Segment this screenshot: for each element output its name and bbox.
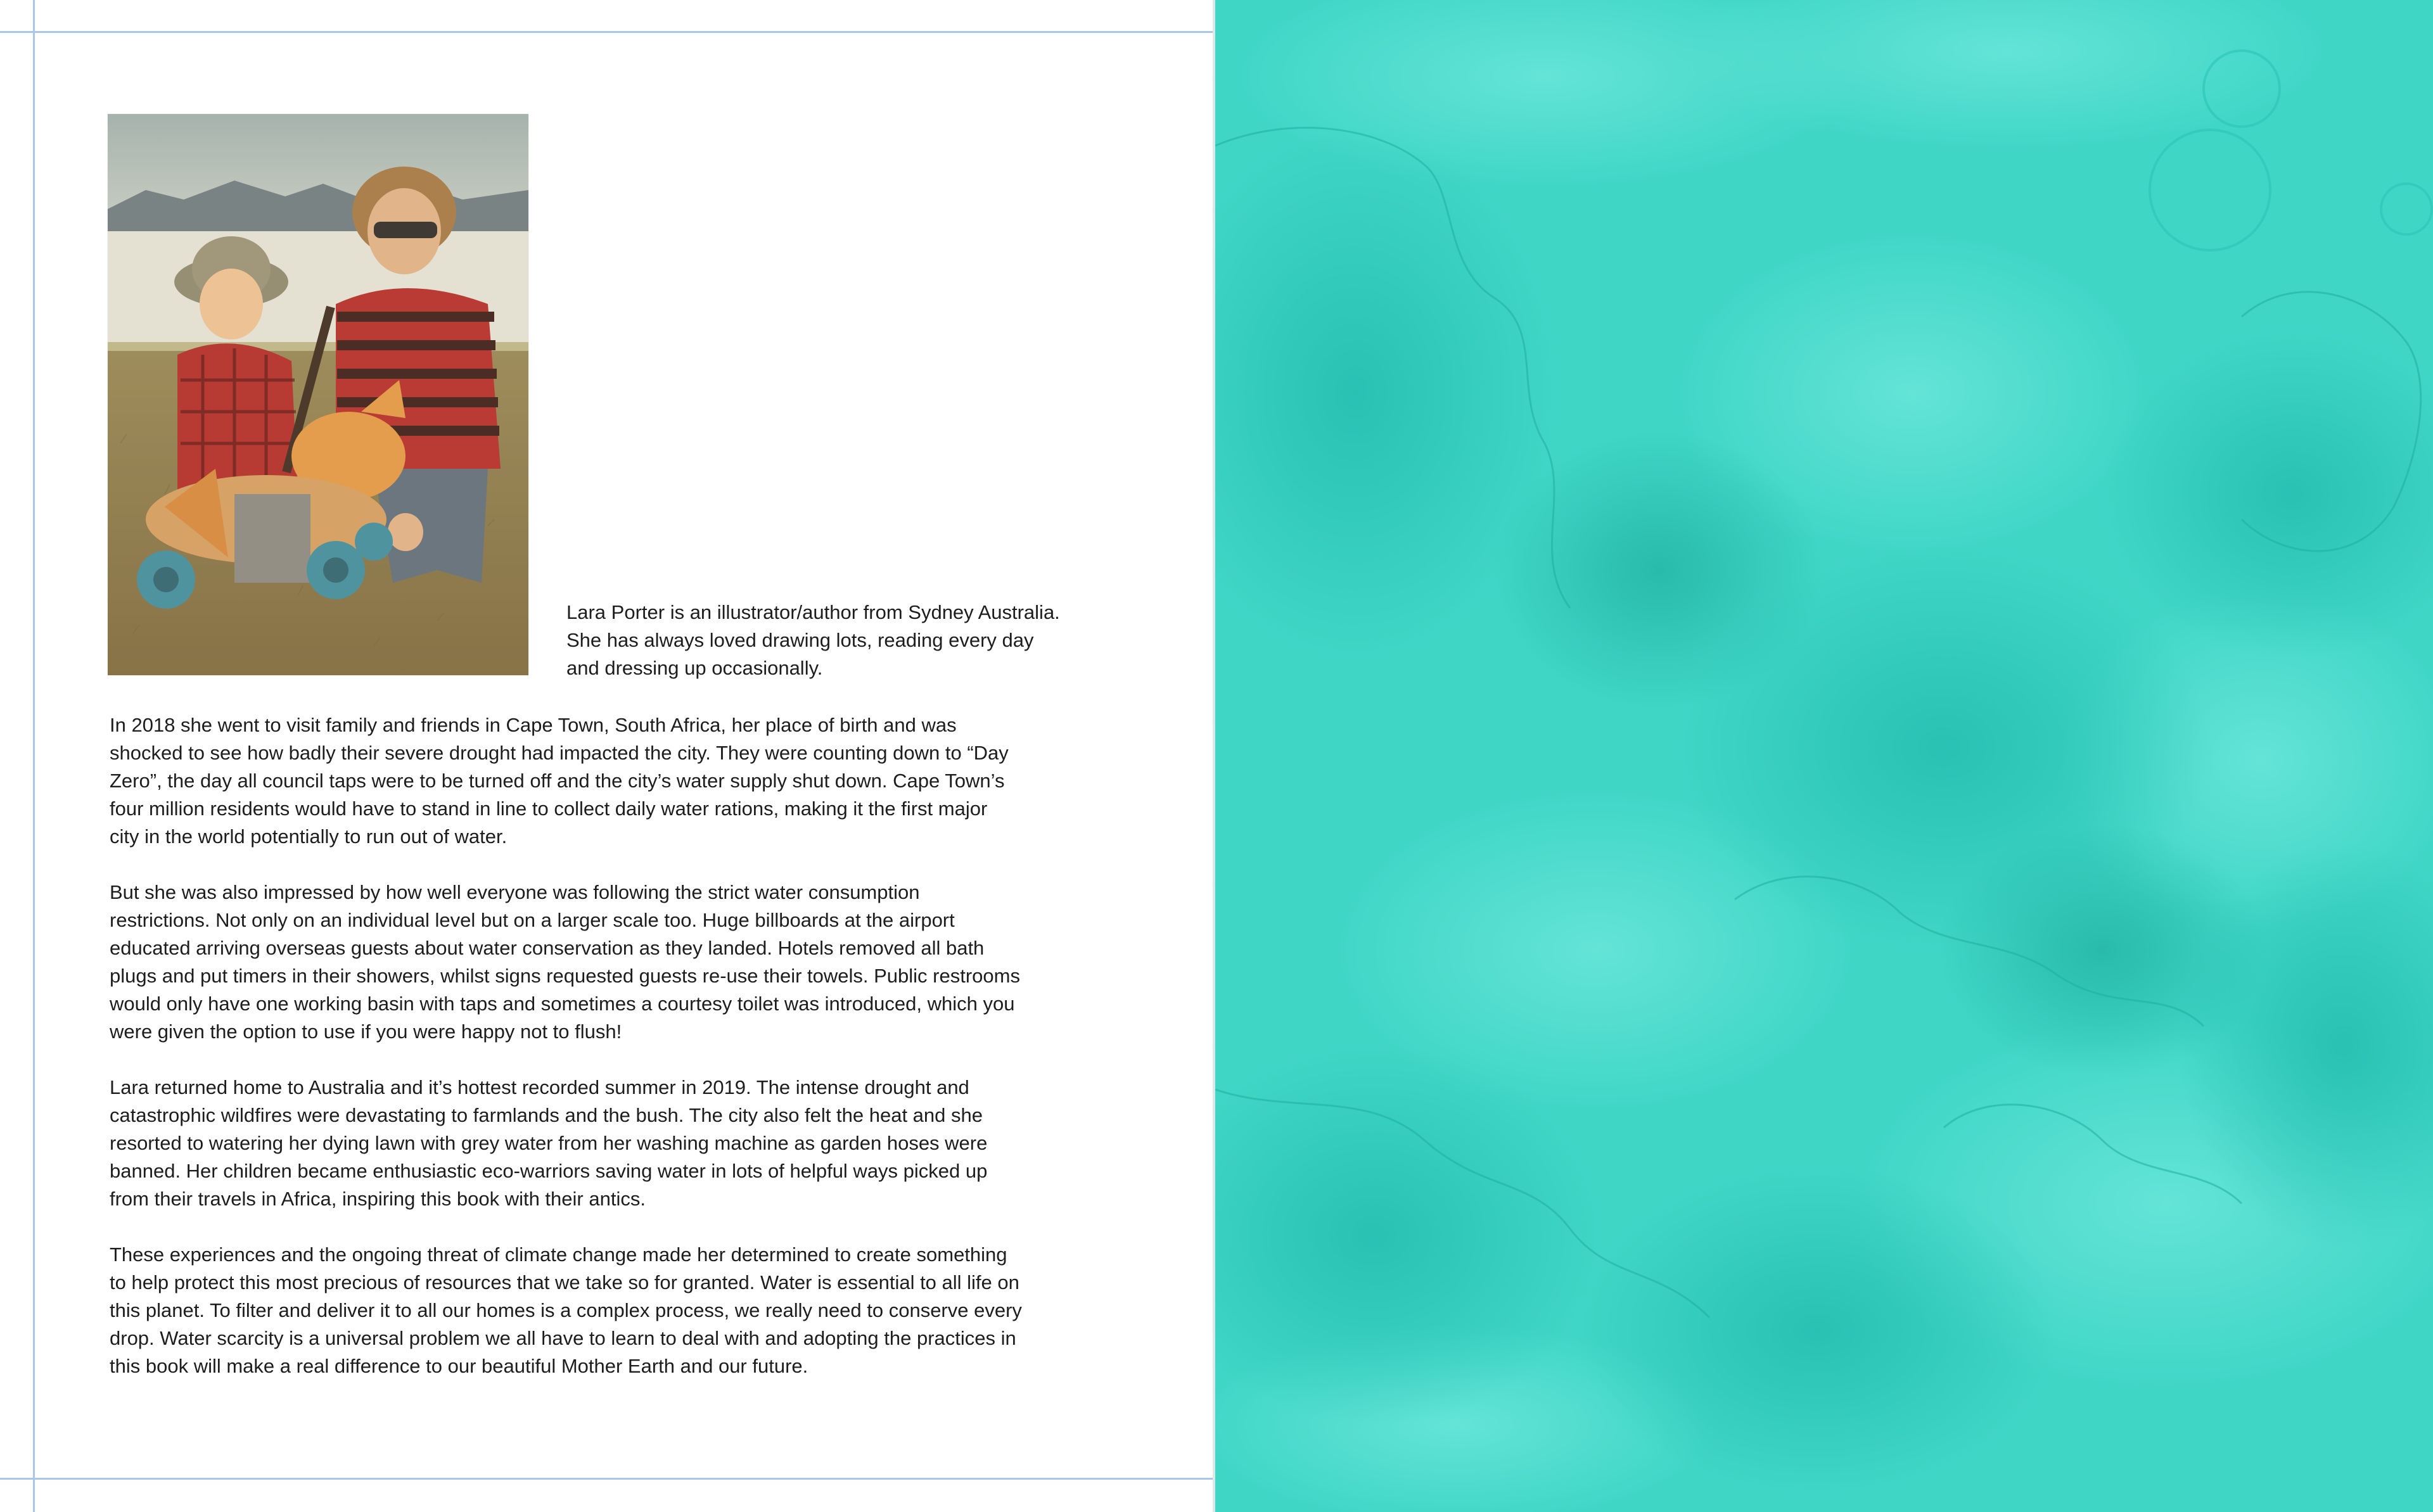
text-line: drop. Water scarcity is a universal problem we all have to learn to deal with and adopting the practices in bbox=[110, 1327, 1016, 1349]
left-guide-line bbox=[33, 0, 35, 1512]
photo-image-icon bbox=[108, 114, 528, 675]
bio-paragraph-restrictions bbox=[110, 879, 1117, 1046]
text-line: would only have one working basin with taps and sometimes a courtesy toilet was introduced, which you bbox=[110, 993, 1015, 1015]
text-line: catastrophic wildfires were devastating to farmlands and the bush. The city also felt the heat and she bbox=[110, 1104, 983, 1126]
text-line: Zero”, the day all council taps were to be turned off and the city’s water supply shut down. Cape Town’s bbox=[110, 770, 1005, 792]
left-page bbox=[0, 0, 1215, 1512]
bio-paragraph-australia bbox=[110, 1074, 1117, 1213]
text-line: educated arriving overseas guests about water conservation as they landed. Hotels removed all bath bbox=[110, 937, 985, 959]
bio-paragraph-climate bbox=[110, 1241, 1117, 1380]
author-intro bbox=[566, 599, 1137, 682]
text-line: resorted to watering her dying lawn with grey water from her washing machine as garden hoses were bbox=[110, 1132, 988, 1154]
text-line: shocked to see how badly their severe drought had impacted the city. They were counting down to “Day bbox=[110, 742, 1009, 764]
author-biography bbox=[110, 711, 1117, 1408]
text-line: But she was also impressed by how well everyone was following the strict water consumption bbox=[110, 881, 920, 903]
text-line: this planet. To filter and deliver it to all our homes is a complex process, we really need to conserve every bbox=[110, 1299, 1022, 1321]
text-line: from their travels in Africa, inspiring this book with their antics. bbox=[110, 1188, 646, 1210]
author-photo bbox=[108, 114, 528, 675]
text-line: restrictions. Not only on an individual level but on a larger scale too. Huge billboards at the airport bbox=[110, 909, 955, 931]
text-line: city in the world potentially to run out of water. bbox=[110, 825, 508, 848]
text-line: were given the option to use if you were happy not to flush! bbox=[110, 1020, 622, 1043]
text-line: banned. Her children became enthusiastic eco-warriors saving water in lots of helpful ways picked up bbox=[110, 1160, 988, 1182]
right-page bbox=[1215, 0, 2433, 1512]
intro-line: and dressing up occasionally. bbox=[566, 657, 823, 679]
text-line: four million residents would have to stand in line to collect daily water rations, making it the first major bbox=[110, 797, 988, 820]
intro-line: Lara Porter is an illustrator/author from Sydney Australia. bbox=[566, 601, 1060, 623]
top-guide-line bbox=[0, 31, 1215, 33]
text-line: In 2018 she went to visit family and friends in Cape Town, South Africa, her place of birth and was bbox=[110, 714, 957, 736]
intro-line: She has always loved drawing lots, reading every day bbox=[566, 629, 1034, 651]
text-line: plugs and put timers in their showers, whilst signs requested guests re-use their towels. Public restrooms bbox=[110, 965, 1020, 987]
text-line: this book will make a real difference to our beautiful Mother Earth and our future. bbox=[110, 1355, 808, 1377]
text-line: These experiences and the ongoing threat of climate change made her determined to create something bbox=[110, 1243, 1007, 1266]
text-line: to help protect this most precious of resources that we take so for granted. Water is essential to all life on bbox=[110, 1271, 1019, 1293]
bottom-guide-line bbox=[0, 1478, 1215, 1480]
text-line: Lara returned home to Australia and it’s hottest recorded summer in 2019. The intense drought and bbox=[110, 1076, 969, 1098]
bio-paragraph-cape-town bbox=[110, 711, 1117, 851]
turquoise-watercolor-texture-icon bbox=[1215, 0, 2433, 1512]
